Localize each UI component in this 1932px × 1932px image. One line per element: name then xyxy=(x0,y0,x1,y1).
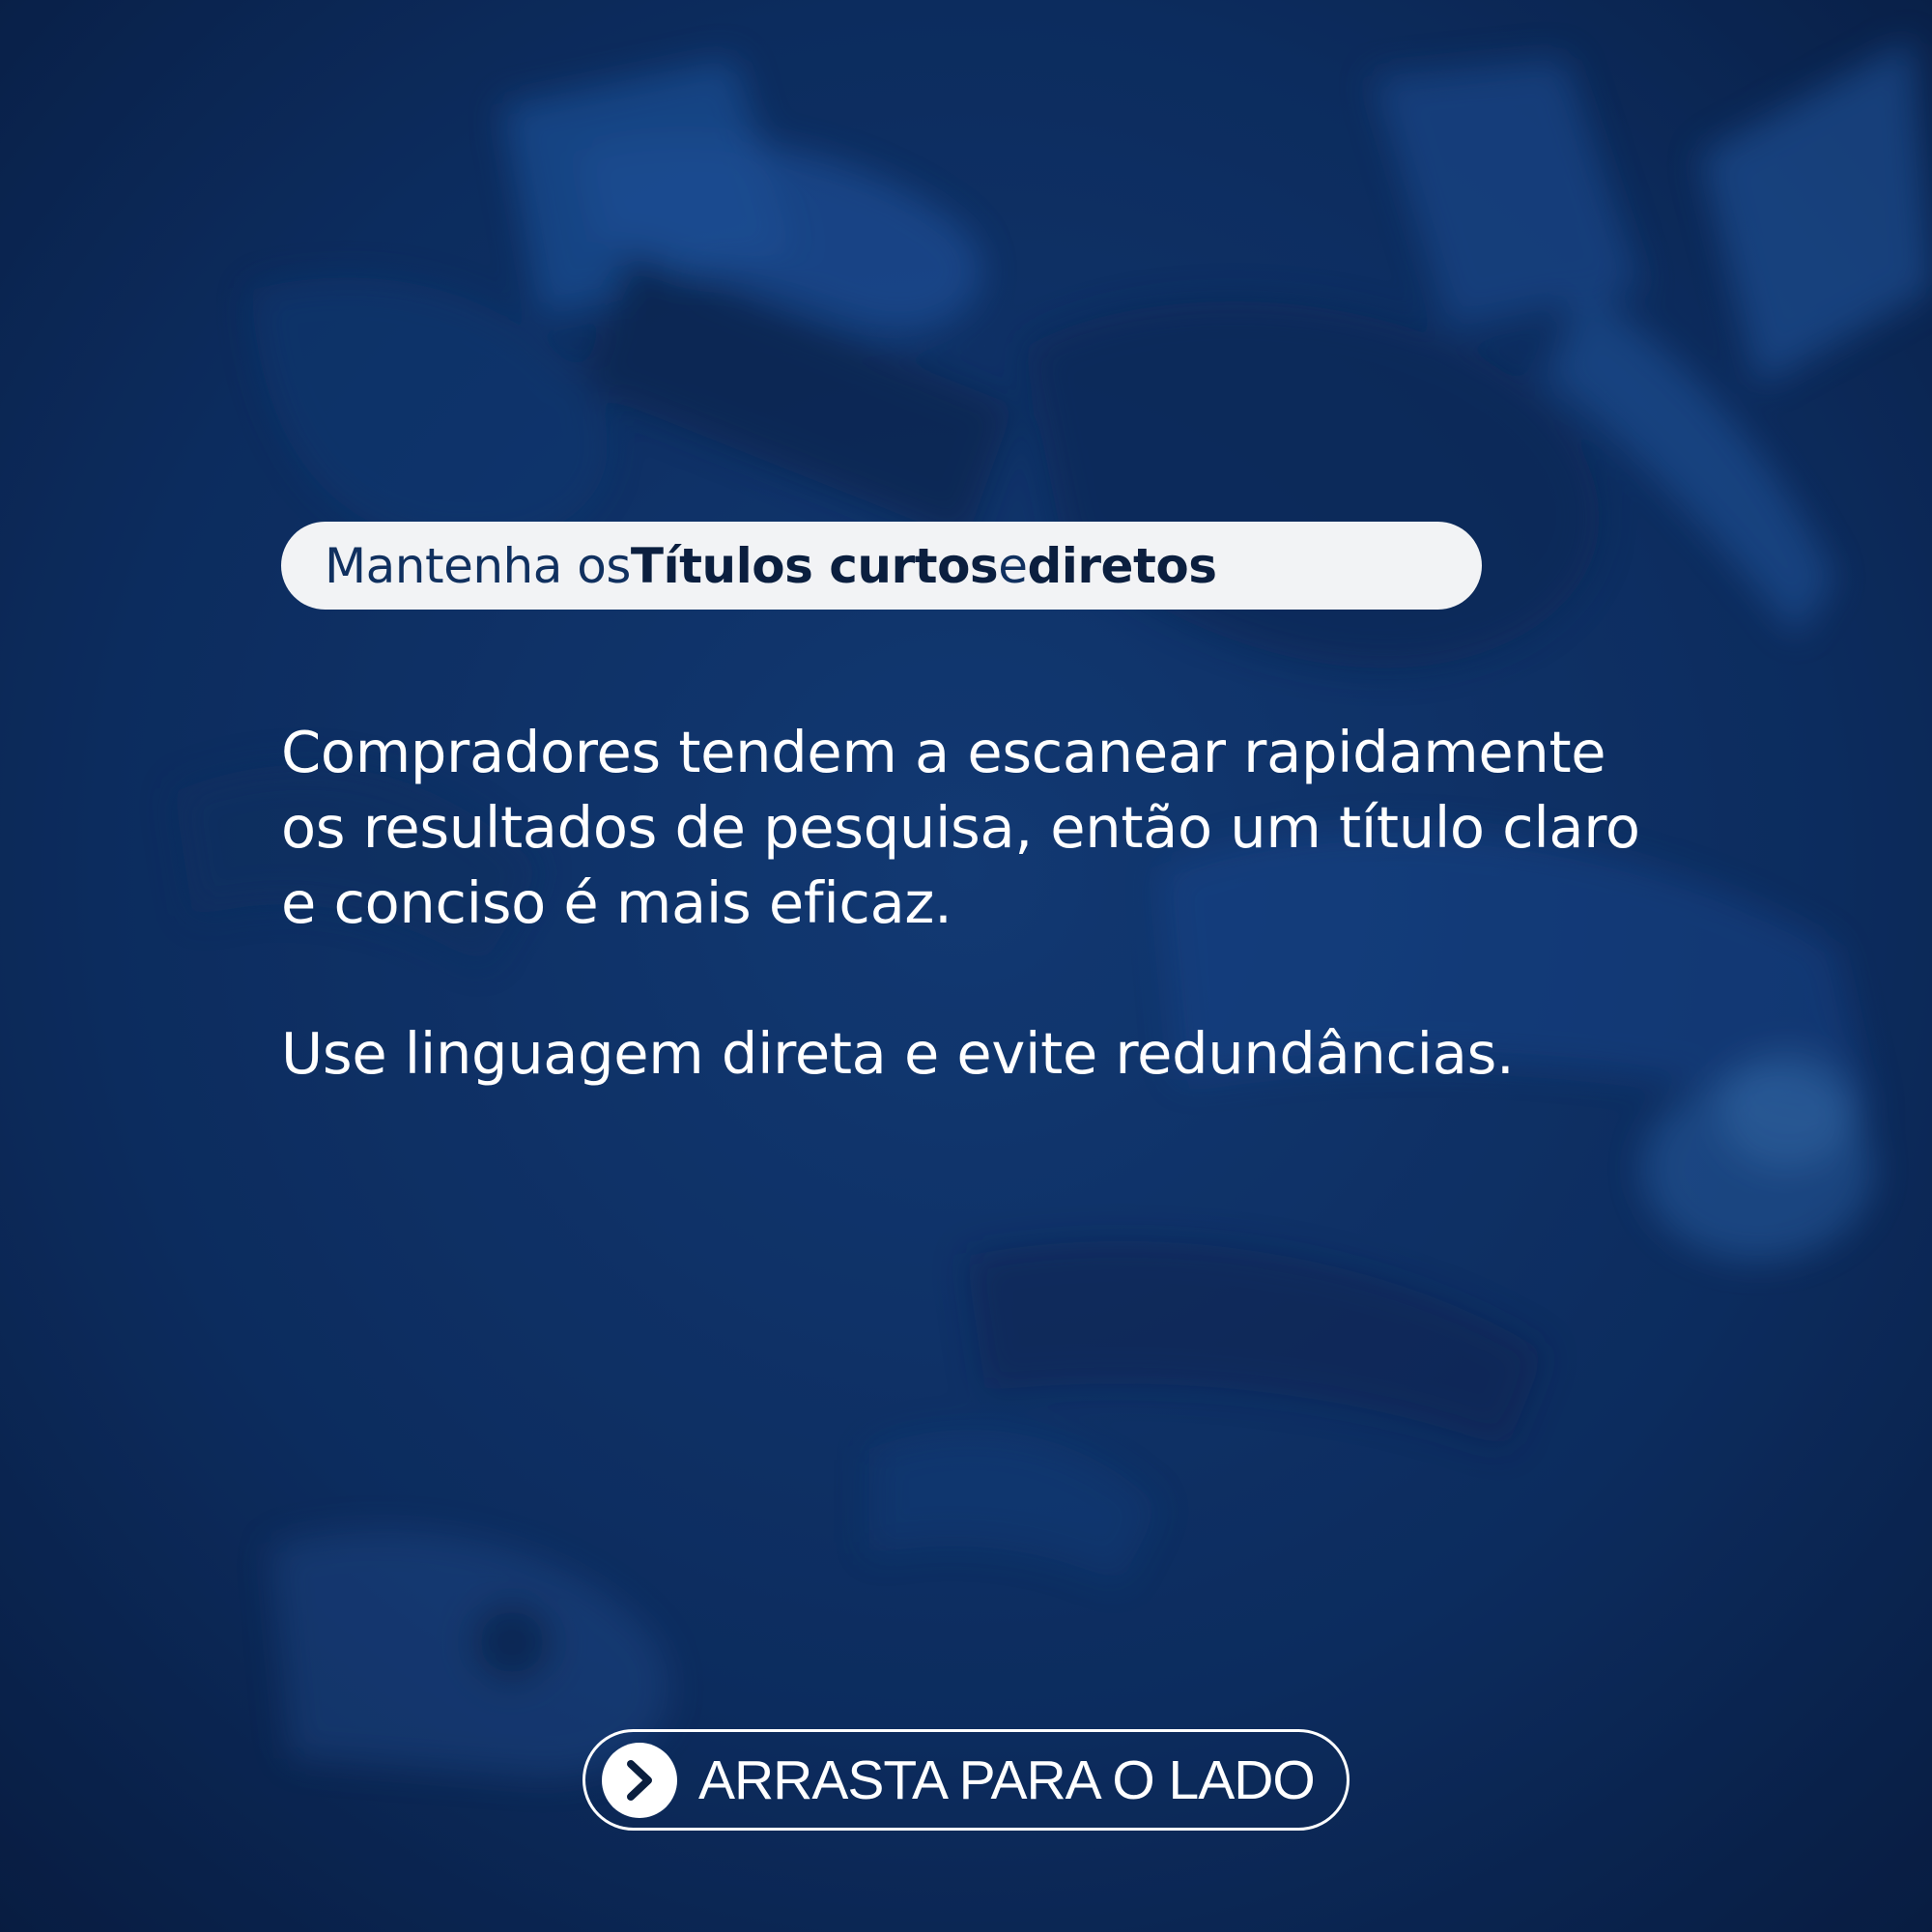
title-part-3: e xyxy=(998,537,1028,594)
swipe-button[interactable] xyxy=(582,1729,1350,1831)
body-text xyxy=(281,715,1682,1092)
title-part-1: Mantenha os xyxy=(325,537,631,594)
chevron-right-icon xyxy=(602,1743,677,1818)
title-pill xyxy=(281,522,1482,610)
swipe-label: ARRASTA PARA O LADO xyxy=(698,1748,1315,1811)
body-paragraph-2: Use linguagem direta e evite redundâncias. xyxy=(281,1020,1515,1087)
title-part-4: diretos xyxy=(1027,537,1217,594)
body-paragraph-1: Compradores tendem a escanear rapidamente os resultados de pesquisa, então um título claro e conciso é mais eficaz. xyxy=(281,719,1640,936)
title-part-2: Títulos curtos xyxy=(630,537,999,594)
